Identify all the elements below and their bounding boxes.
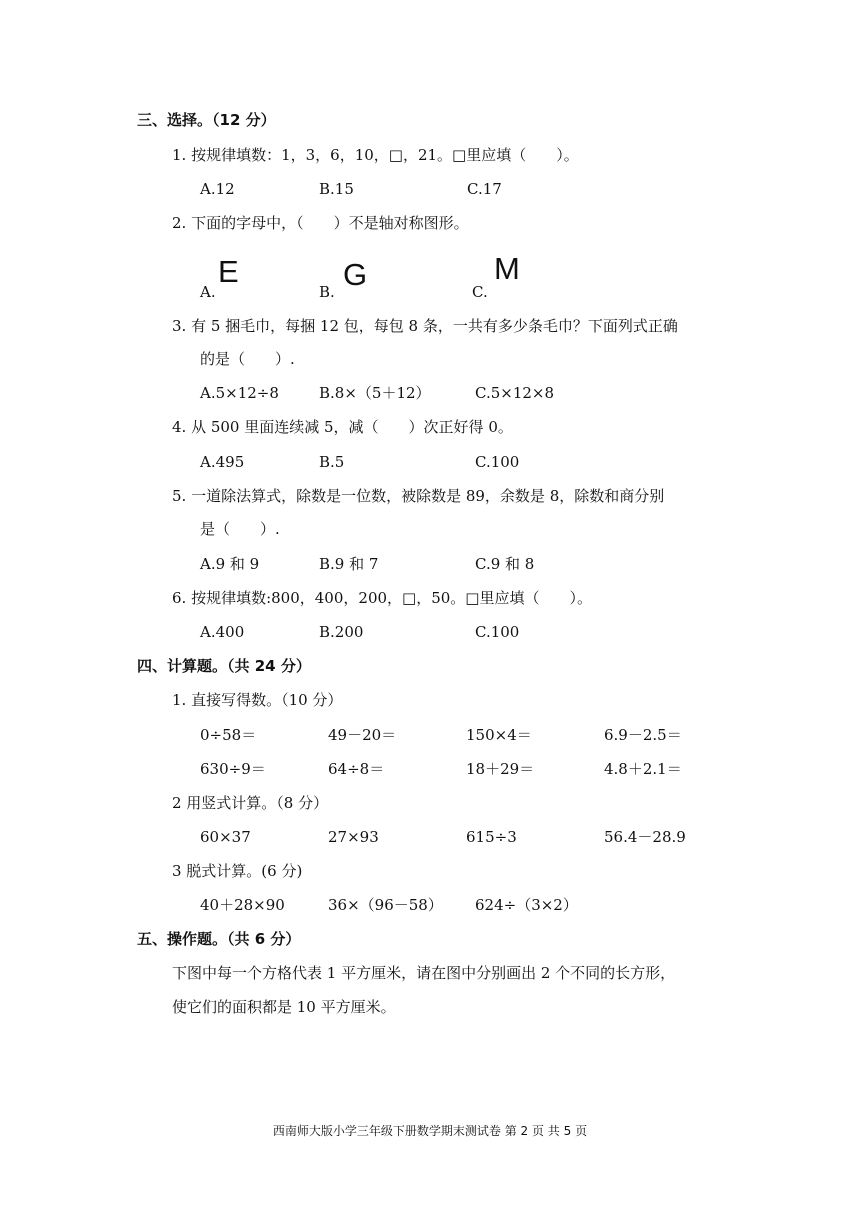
q4-option-b: B.5 [319,453,345,471]
section-3-title: 三、选择。（12 分） [137,111,276,129]
letter-e: E [218,254,239,289]
step-calc-item: 624÷（3×2） [475,896,578,914]
section-4-title: 四、计算题。（共 24 分） [137,657,311,675]
vertical-calc-item: 60×37 [200,828,251,846]
page-footer: 西南师大版小学三年级下册数学期末测试卷 第 2 页 共 5 页 [272,1124,588,1138]
question-3-line-2: 的是（ ）. [200,350,295,368]
q1-option-c: C.17 [467,180,502,198]
q1-option-b: B.15 [319,180,354,198]
q6-option-c: C.100 [475,623,520,641]
q3-option-a: A.5×12÷8 [200,384,279,402]
section-5-text-line-2: 使它们的面积都是 10 平方厘米。 [172,998,396,1016]
question-1: 1. 按规律填数：1，3，6，10，□，21。□里应填（ ）。 [172,146,579,164]
calc-item: 64÷8＝ [328,760,385,778]
part-1-label: 1. 直接写得数。（10 分） [172,691,343,709]
section-5-title: 五、操作题。（共 6 分） [137,930,301,948]
question-6: 6. 按规律填数:800，400，200，□，50。□里应填（ ）。 [172,589,592,607]
question-3-line-1: 3. 有 5 捆毛巾，每捆 12 包，每包 8 条，一共有多少条毛巾？下面列式正确 [172,317,678,335]
question-5-line-2: 是（ ）. [200,520,280,538]
calc-item: 6.9－2.5＝ [604,726,682,744]
calc-item: 18＋29＝ [466,760,535,778]
vertical-calc-item: 56.4－28.9 [604,828,686,846]
part-3-label: 3 脱式计算。(6 分) [172,862,303,880]
q5-option-a: A.9 和 9 [200,555,260,573]
part-2-label: 2 用竖式计算。（8 分） [172,794,329,812]
letter-g: G [343,257,368,292]
q2-option-a: A. [200,283,216,301]
q2-option-c: C. [472,283,488,301]
question-4: 4. 从 500 里面连续减 5，减（ ）次正好得 0。 [172,418,513,436]
letter-m: M [494,251,520,286]
q3-option-c: C.5×12×8 [475,384,555,402]
vertical-calc-item: 27×93 [328,828,379,846]
calc-item: 49－20＝ [328,726,397,744]
calc-item: 150×4＝ [466,726,532,744]
calc-item: 0÷58＝ [200,726,257,744]
calc-item: 630÷9＝ [200,760,266,778]
q6-option-a: A.400 [200,623,245,641]
q2-option-b: B. [319,283,335,301]
step-calc-item: 36×（96－58） [328,896,443,914]
vertical-calc-item: 615÷3 [466,828,517,846]
q3-option-b: B.8×（5＋12） [319,384,431,402]
q1-option-a: A.12 [200,180,235,198]
section-5-text-line-1: 下图中每一个方格代表 1 平方厘米，请在图中分别画出 2 个不同的长方形， [172,964,676,982]
q5-option-b: B.9 和 7 [319,555,379,573]
calc-item: 4.8＋2.1＝ [604,760,682,778]
q4-option-c: C.100 [475,453,520,471]
q4-option-a: A.495 [200,453,245,471]
step-calc-item: 40＋28×90 [200,896,285,914]
question-2: 2. 下面的字母中，（ ）不是轴对称图形。 [172,214,469,232]
question-5-line-1: 5. 一道除法算式，除数是一位数，被除数是 89，余数是 8，除数和商分别 [172,487,665,505]
q5-option-c: C.9 和 8 [475,555,535,573]
q6-option-b: B.200 [319,623,364,641]
